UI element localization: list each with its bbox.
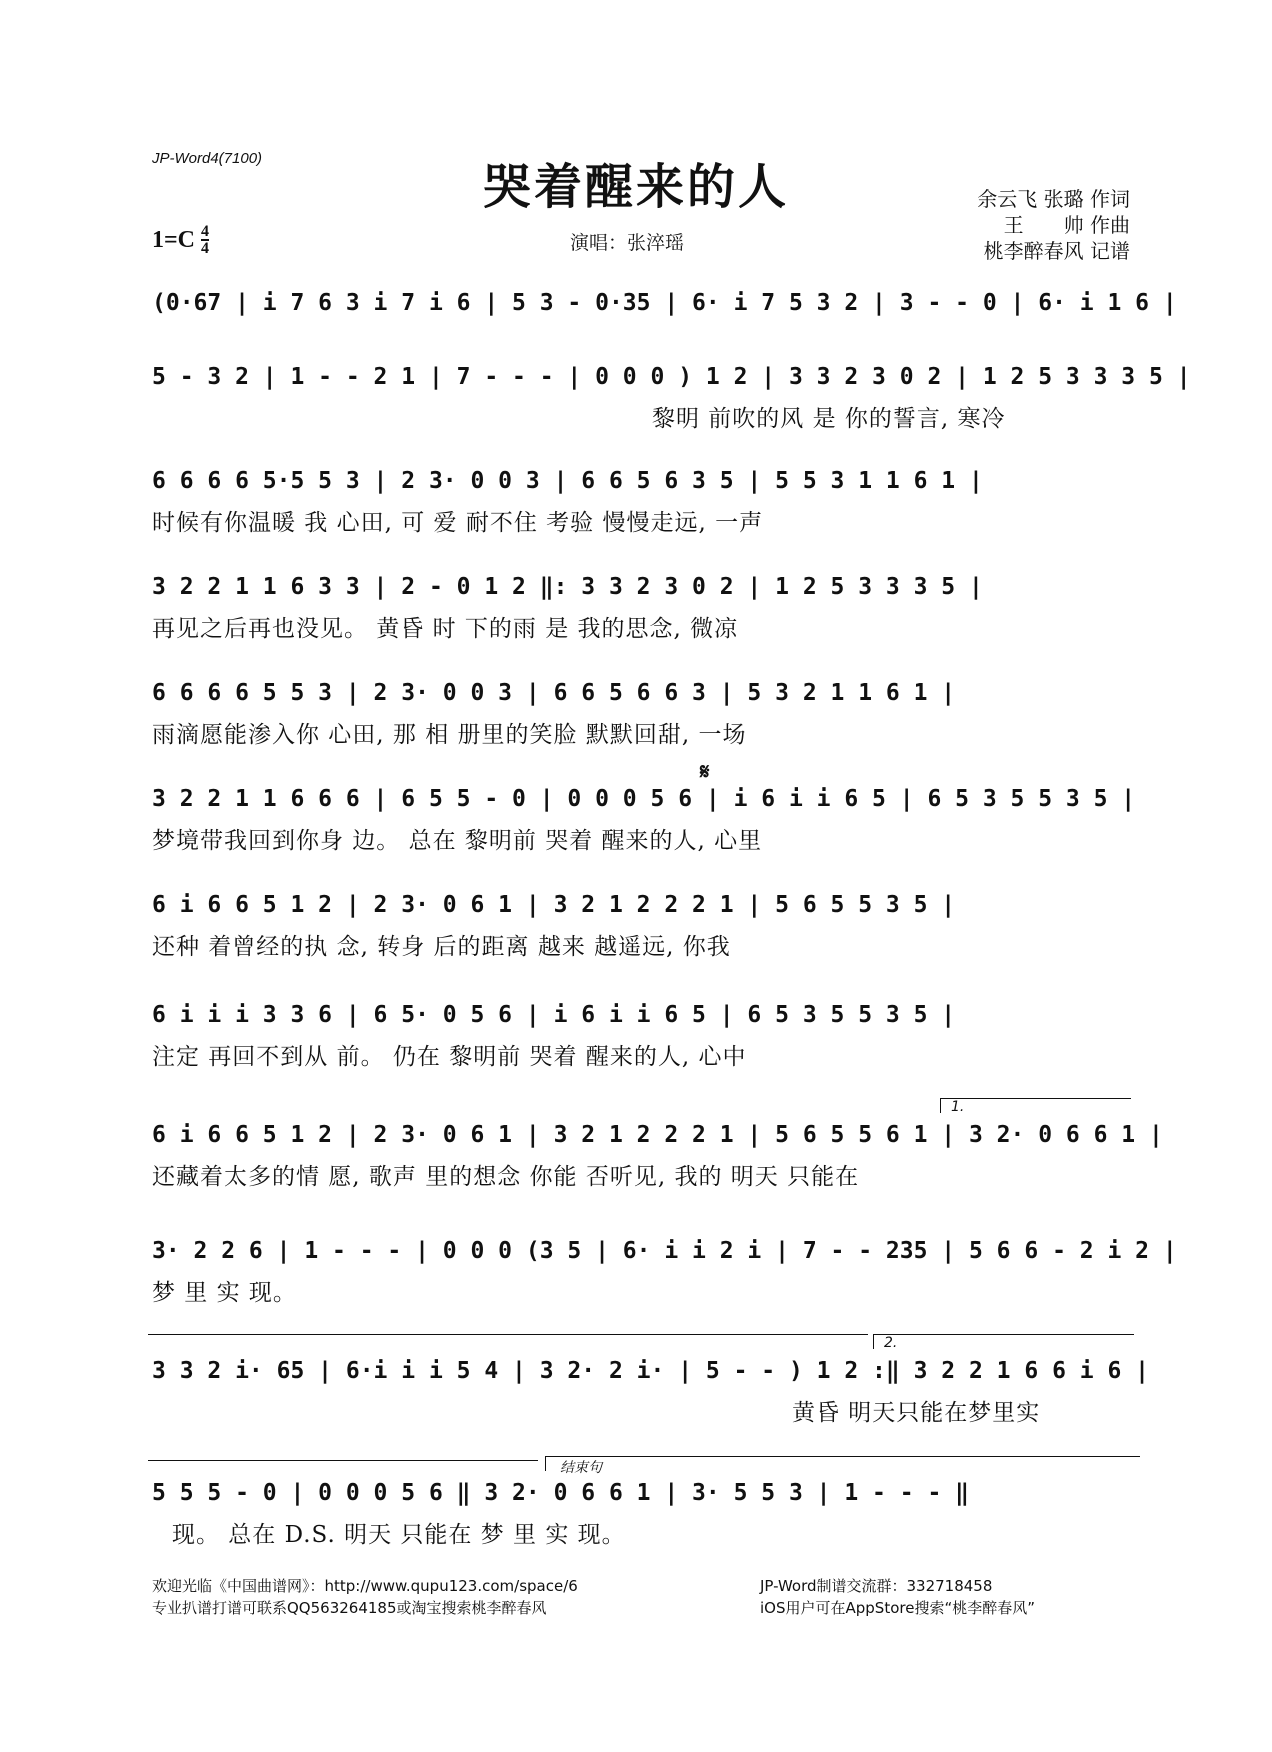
lyrics-line: 黎明 前吹的风 是 你的誓言, 寒冷 xyxy=(652,406,1006,432)
lyricist-credit: 余云飞 张璐 作词 xyxy=(977,187,1130,211)
lyrics-line: 黄昏 明天只能在梦里实 xyxy=(792,1400,1041,1426)
notes-line: 6 i 6 6 5 1 2 | 2 3· 0 6 1 | 3 2 1 2 2 2 1 | 5 6 5 5 6 1 | 3 2· 0 6 6 1 | xyxy=(152,1122,1163,1148)
time-bottom: 4 xyxy=(201,240,210,257)
lyrics-line: 现。 总在 D.S. 明天 只能在 梦 里 实 现。 xyxy=(172,1522,626,1548)
ending-label: 结束句 xyxy=(545,1456,1140,1471)
lyrics-line: 雨滴愿能渗入你 心田, 那 相 册里的笑脸 默默回甜, 一场 xyxy=(152,722,747,748)
continuation-line-2 xyxy=(148,1460,538,1461)
lyrics-line: 时候有你温暖 我 心田, 可 爱 耐不住 考验 慢慢走远, 一声 xyxy=(152,510,764,536)
score-row xyxy=(152,1236,1177,1308)
lyrics-line: 梦 里 实 现。 xyxy=(152,1280,297,1306)
score-row xyxy=(152,466,1122,538)
credits xyxy=(977,186,1130,264)
footer-left xyxy=(152,1575,578,1619)
footer-contact-line: 专业扒谱打谱可联系QQ563264185或淘宝搜索桃李醉春风 xyxy=(152,1599,547,1617)
footer-group-line: JP-Word制谱交流群：332718458 xyxy=(760,1577,993,1595)
notes-line: 6 i i i 3 3 6 | 6 5· 0 5 6 | i 6 i i 6 5 | 6 5 3 5 5 3 5 | xyxy=(152,1002,956,1028)
key-signature xyxy=(152,224,209,256)
lyrics-line: 梦境带我回到你身 边。 总在 黎明前 哭着 醒来的人, 心里 xyxy=(152,828,763,854)
lyrics-line: 还藏着太多的情 愿, 歌声 里的想念 你能 否听见, 我的 明天 只能在 xyxy=(152,1164,860,1190)
score-row xyxy=(152,890,1122,962)
score-row xyxy=(152,784,1136,856)
score-row xyxy=(152,288,1177,318)
notes-line: 6 6 6 6 5·5 5 3 | 2 3· 0 0 3 | 6 6 5 6 3 5 | 5 5 3 1 1 6 1 | xyxy=(152,468,983,494)
volta-1: 1. xyxy=(940,1098,1131,1113)
score-row xyxy=(152,1120,1163,1192)
notes-line: 6 6 6 6 5 5 3 | 2 3· 0 0 3 | 6 6 5 6 6 3 | 5 3 2 1 1 6 1 | xyxy=(152,680,956,706)
score-row xyxy=(152,362,1191,434)
footer-site-line: 欢迎光临《中国曲谱网》：http://www.qupu123.com/space/6 xyxy=(152,1577,578,1595)
lyrics-line: 再见之后再也没见。 黄昏 时 下的雨 是 我的思念, 微凉 xyxy=(152,616,739,642)
notes-line: 3 2 2 1 1 6 3 3 | 2 - 0 1 2 ‖: 3 3 2 3 0 2 | 1 2 5 3 3 3 5 | xyxy=(152,574,983,600)
song-title: 哭着醒来的人 xyxy=(482,159,789,215)
transcriber-credit: 桃李醉春风 记谱 xyxy=(983,239,1130,263)
volta-2: 2. xyxy=(873,1334,1134,1349)
footer-ios-line: iOS用户可在AppStore搜索“桃李醉春风” xyxy=(760,1599,1035,1617)
notes-line: (0·67 | i 7 6 3 i 7 i 6 | 5 3 - 0·35 | 6· i 7 5 3 2 | 3 - - 0 | 6· i 1 6 | xyxy=(152,290,1177,316)
notes-line: 5 5 5 - 0 | 0 0 0 5 6 ‖ 3 2· 0 6 6 1 | 3· 5 5 3 | 1 - - - ‖ xyxy=(152,1480,969,1506)
notes-line: 3 2 2 1 1 6 6 6 | 6 5 5 - 0 | 0 0 0 5 6 | i 6 i i 6 5 | 6 5 3 5 5 3 5 | xyxy=(152,786,1136,812)
score-row xyxy=(152,1356,1149,1428)
lyrics-line: 注定 再回不到从 前。 仍在 黎明前 哭着 醒来的人, 心中 xyxy=(152,1044,747,1070)
lyrics-line: 还种 着曾经的执 念, 转身 后的距离 越来 越遥远, 你我 xyxy=(152,934,731,960)
notes-line: 5 - 3 2 | 1 - - 2 1 | 7 - - - | 0 0 0 ) 1 2 | 3 3 2 3 0 2 | 1 2 5 3 3 3 5 | xyxy=(152,364,1191,390)
continuation-line xyxy=(148,1334,868,1335)
score-row xyxy=(152,678,1122,750)
notes-line: 3· 2 2 6 | 1 - - - | 0 0 0 (3 5 | 6· i i 2 i | 7 - - 235 | 5 6 6 - 2 i 2 | xyxy=(152,1238,1177,1264)
score-row xyxy=(152,1000,1122,1072)
time-top: 4 xyxy=(201,223,210,240)
key-label: 1=C xyxy=(152,226,196,253)
composer-credit: 王 帅 作曲 xyxy=(1003,213,1130,237)
segno-mark: 𝄋 xyxy=(700,760,710,785)
score-row xyxy=(152,572,1122,644)
time-signature xyxy=(201,224,209,256)
notes-line: 3 3 2 i· 65 | 6·i i i 5 4 | 3 2· 2 i· | 5 - - ) 1 2 :‖ 3 2 2 1 6 6 i 6 | xyxy=(152,1358,1149,1384)
software-label: JP-Word4(7100) xyxy=(152,150,263,167)
footer-right xyxy=(760,1575,1035,1619)
notes-line: 6 i 6 6 5 1 2 | 2 3· 0 6 1 | 3 2 1 2 2 2 1 | 5 6 5 5 3 5 | xyxy=(152,892,956,918)
singer-credit: 演唱：张淬瑶 xyxy=(570,232,685,254)
score-row xyxy=(152,1478,1122,1550)
